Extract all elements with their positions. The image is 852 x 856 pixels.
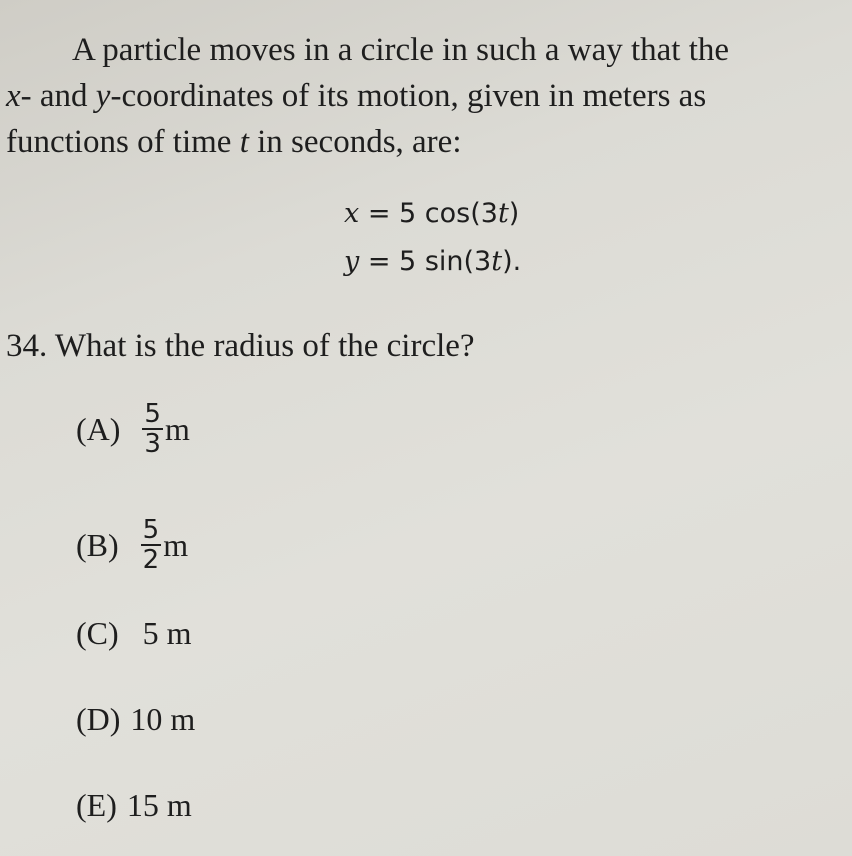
t-variable: t (239, 124, 249, 160)
stem-line-2 (6, 76, 706, 116)
equation-y-rhs-a: = 5 sin(3 (359, 246, 492, 277)
option-b[interactable] (76, 516, 188, 574)
option-d[interactable] (76, 700, 195, 738)
stem-line-1 (72, 30, 729, 70)
option-d-label: (D) (76, 701, 121, 737)
option-e-label: (E) (76, 787, 117, 823)
equation-y-lhs: y (344, 246, 360, 277)
option-c[interactable] (76, 614, 192, 652)
option-a[interactable] (76, 400, 190, 458)
option-d-value: 10 m (130, 701, 196, 737)
equation-y-rhs-b: ). (502, 246, 522, 277)
option-c-label: (C) (76, 615, 119, 651)
option-e[interactable] (76, 786, 192, 824)
equation-x-lhs: x (344, 198, 360, 229)
question-text: What is the radius of the circle? (54, 328, 475, 364)
equation-x-rhs-a: = 5 cos(3 (359, 198, 498, 229)
option-b-fraction (141, 516, 162, 574)
question (6, 326, 475, 366)
option-b-unit: m (163, 527, 189, 563)
option-a-fraction (142, 400, 163, 458)
equation-y-var: t (491, 246, 503, 277)
stem-line-3 (6, 122, 462, 162)
equation-x-rhs-b: ) (508, 198, 520, 229)
stem-line-3-part-a: functions of time (6, 124, 240, 160)
question-number: 34. (6, 328, 48, 364)
option-a-denominator: 3 (144, 429, 161, 459)
option-c-value: 5 m (142, 615, 192, 651)
option-a-unit: m (164, 411, 190, 447)
option-e-value: 15 m (126, 787, 192, 823)
equation-y (344, 246, 521, 278)
stem-line-2-part-b: -coordinates of its motion, given in meters as (110, 78, 707, 114)
option-a-label: (A) (76, 411, 121, 447)
stem-line-3-part-b: in seconds, are: (248, 124, 462, 160)
option-b-label: (B) (76, 527, 119, 563)
equation-x (344, 198, 519, 230)
option-b-numerator: 5 (142, 515, 160, 545)
x-variable: x (6, 78, 21, 114)
option-a-numerator: 5 (144, 399, 161, 429)
option-b-denominator: 2 (142, 545, 160, 575)
stem-line-1-text: A particle moves in a circle in such a way that the (72, 32, 730, 68)
equation-x-var: t (497, 198, 509, 229)
y-variable: y (95, 78, 111, 114)
stem-line-2-part-a: - and (20, 78, 96, 114)
